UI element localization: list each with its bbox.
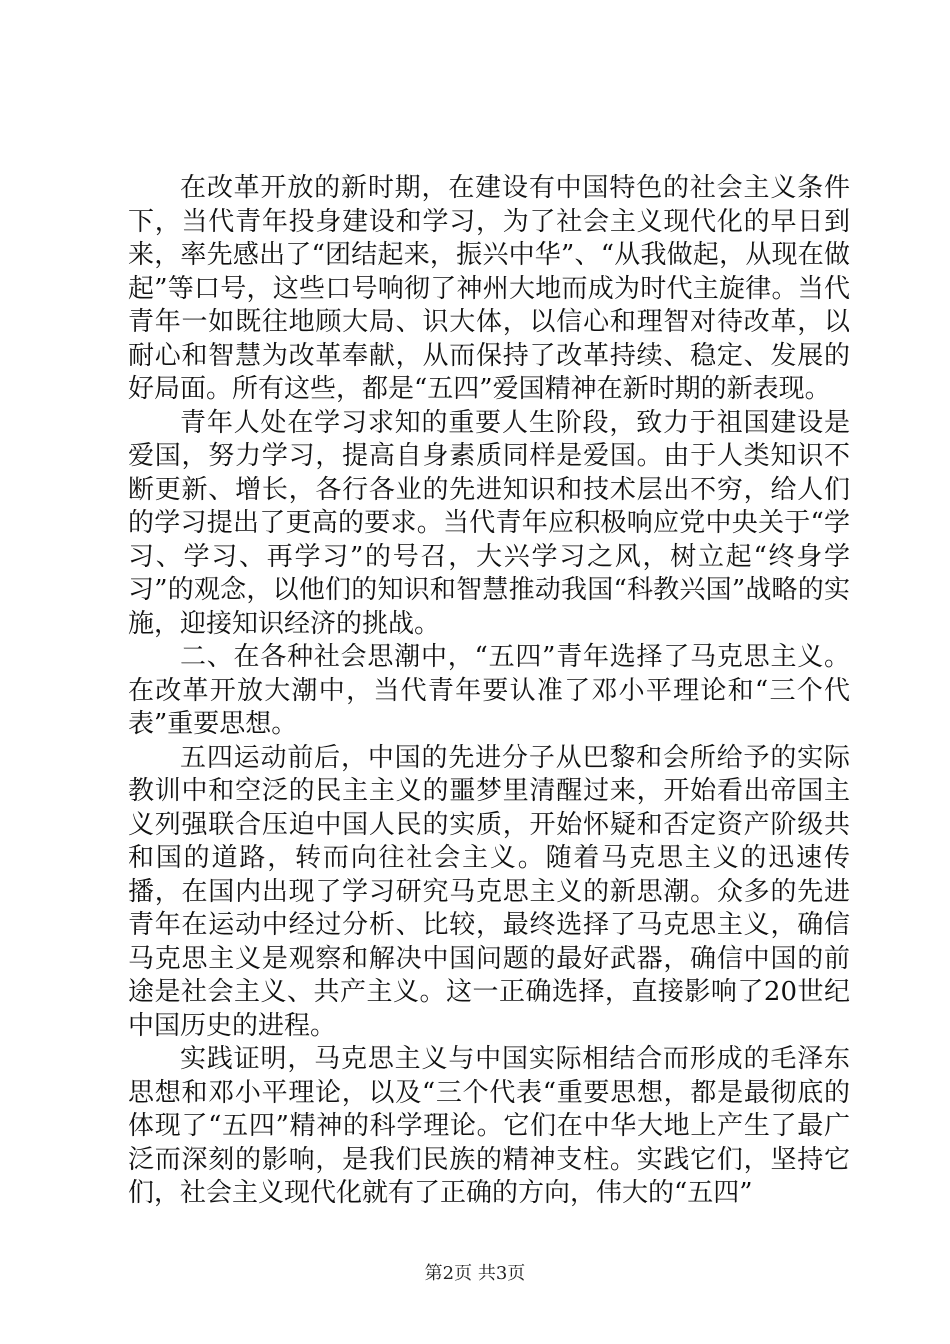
paragraph-1: 在改革开放的新时期，在建设有中国特色的社会主义条件下，当代青年投身建设和学习，为了社会主义现代化的早日到来，率先感出了“团结起来，振兴中华”、“从我做起，从现在做起”等口号，这些口号响彻了神州大地而成为时代主旋律。当代青年一如既往地顾大局、识大体，以信心和理智对待改革，以耐心和智慧为改革奉献，从而保持了改革持续、稳定、发展的好局面。所有这些，都是“五四”爱国精神在新时期的新表现。 — [128, 173, 850, 404]
document-body — [128, 172, 850, 1211]
paragraph-5: 实践证明，马克思主义与中国实际相结合而形成的毛泽东思想和邓小平理论，以及“三个代表“重要思想，都是最彻底的体现了“五四”精神的科学理论。它们在中华大地上产生了最广泛而深刻的影响，是我们民族的精神支柱。实践它们，坚持它们，社会主义现代化就有了正确的方向，伟大的“五四” — [128, 1044, 850, 1208]
paragraph-4: 五四运动前后，中国的先进分子从巴黎和会所给予的实际教训中和空泛的民主主义的噩梦里清醒过来，开始看出帝国主义列强联合压迫中国人民的实质，开始怀疑和否定资产阶级共和国的道路，转而向往社会主义。随着马克思主义的迅速传播，在国内出现了学习研究马克思主义的新思潮。众多的先进青年在运动中经过分析、比较，最终选择了马克思主义，确信马克思主义是观察和解决中国问题的最好武器，确信中国的前途是社会主义、共产主义。这一正确选择，直接影响了20世纪中国历史的进程。 — [128, 742, 850, 1041]
page-footer: 第2页 共3页 — [424, 1263, 526, 1284]
paragraph-3: 二、在各种社会思潮中，“五四”青年选择了马克思主义。在改革开放大潮中，当代青年要认准了邓小平理论和“三个代表”重要思想。 — [128, 642, 850, 739]
paragraph-2: 青年人处在学习求知的重要人生阶段，致力于祖国建设是爱国，努力学习，提高自身素质同样是爱国。由于人类知识不断更新、增长，各行各业的先进知识和技术层出不穷，给人们的学习提出了更高的要求。当代青年应积极响应党中央关于“学习、学习、再学习”的号召，大兴学习之风，树立起“终身学习”的观念，以他们的知识和智慧推动我国“科教兴国”战略的实施，迎接知识经济的挑战。 — [128, 407, 850, 639]
